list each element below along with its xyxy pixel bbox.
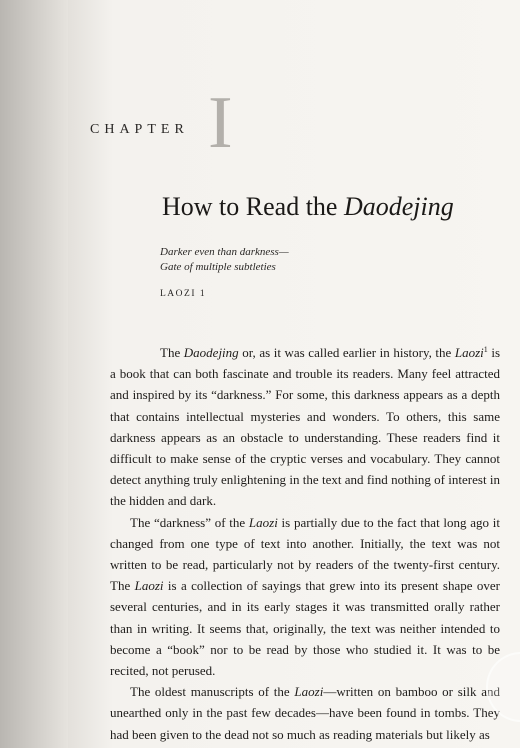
chapter-numeral: I (208, 82, 233, 164)
italic-title-text: Daodejing (183, 345, 239, 360)
book-gutter (0, 0, 69, 748)
chapter-title-italic: Daodejing (343, 192, 454, 221)
epigraph-line: Gate of multiple subtleties (160, 261, 276, 273)
paragraph: The oldest manuscripts of the Laozi—written on bamboo or silk and unearthed only in the past few decades—have been found in tombs. They had been given to the dead not so much as reading materials but likely as (110, 684, 500, 742)
epigraph-line: Darker even than darkness— (160, 246, 289, 258)
chapter-title (162, 192, 454, 222)
italic-title-text: Laozi (294, 684, 324, 700)
paragraph: The Daodejing or, as it was called earlier in history, the Laozi$^1$ is a book that can both fascinate and trouble its readers. Many feel attracted and inspired by its “darkness.” For some, this darkness appears as a depth that contains intellectual mysteries and wonders. To others, this same darkness appears as an obstacle to understanding. These readers find it difficult to make sense of the cryptic verses and vocabulary. They cannot detect anything truly enlightening in the text and find nothing of interest in the hidden and dark. (110, 345, 500, 509)
epigraph (160, 245, 289, 275)
footnote-marker[interactable]: 1 (483, 345, 488, 354)
body-text (110, 342, 500, 745)
italic-title-text: Laozi (248, 514, 278, 530)
chapter-title-text: How to Read the (162, 192, 344, 221)
chapter-label: CHAPTER (90, 122, 189, 137)
italic-title-text: Laozi (454, 345, 484, 360)
italic-title-text: Laozi (134, 578, 164, 594)
paragraph: The “darkness” of the Laozi is partially due to the fact that long ago it changed from one type of text into another. Initially, the text was not written to be read, particularly not by readers of the twenty-first century. The Laozi is a collection of sayings that grew into its present shape over several centuries, and in its early stages it was transmitted orally rather than in writing. It seems that, originally, the text was neither intended to become a “book” nor to be read by those who studied it. It was to be recited, not perused. (110, 514, 500, 679)
book-page (68, 0, 520, 748)
epigraph-attribution: LAOZI 1 (160, 289, 207, 299)
